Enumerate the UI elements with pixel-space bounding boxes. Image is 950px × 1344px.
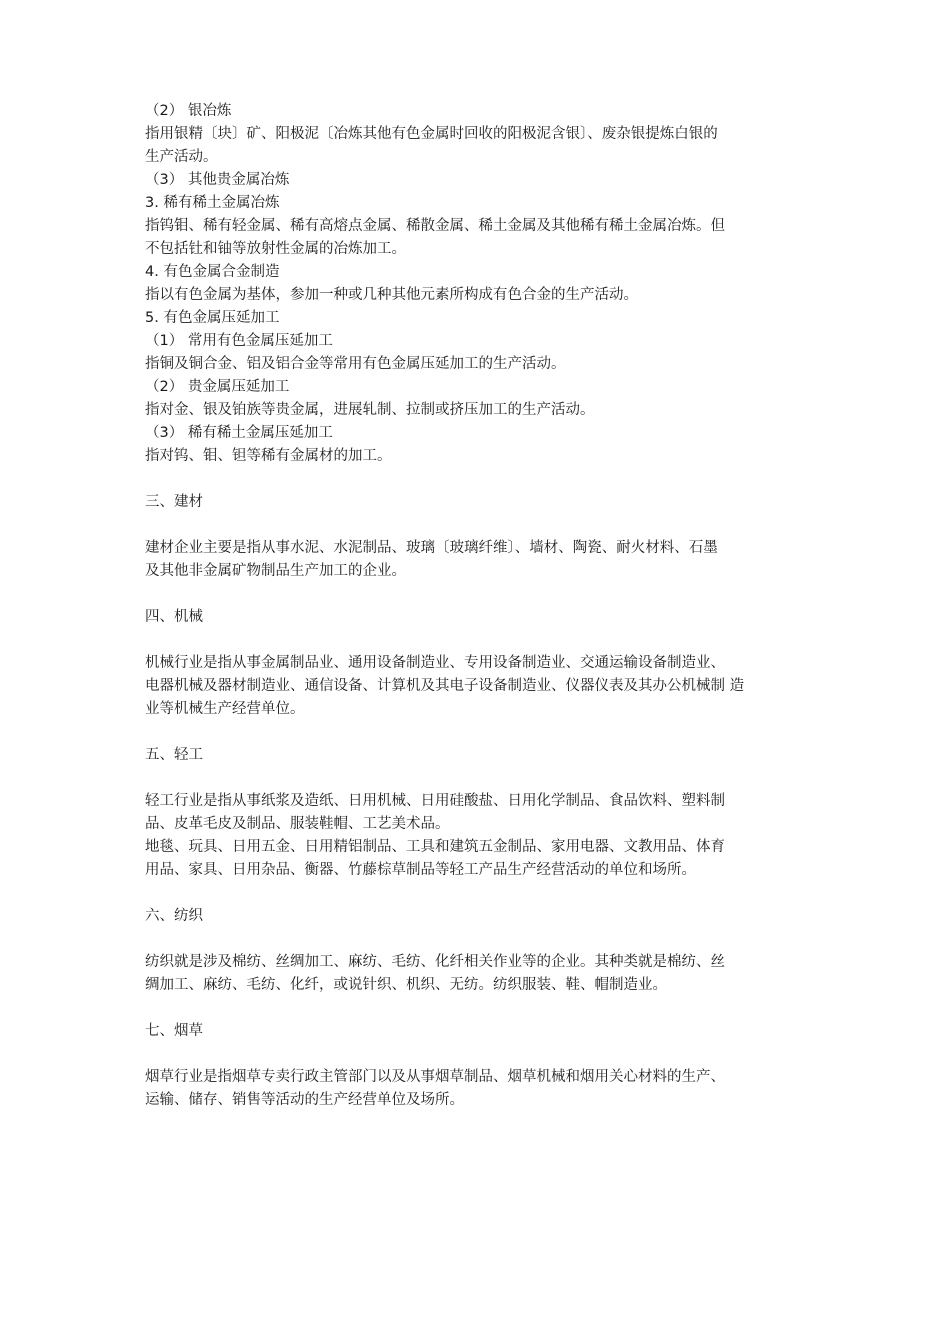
paragraph-line: 及其他非金属矿物制品生产加工的企业。 <box>145 563 406 579</box>
paragraph-line: 轻工行业是指从事纸浆及造纸、日用机械、日用硅酸盐、日用化学制品、食品饮料、塑料制 <box>145 793 725 809</box>
section-heading-building-materials: 三、建材 <box>145 494 203 510</box>
paragraph-line: 指对金、银及铂族等贵金属，进展轧制、拉制或挤压加工的生产活动。 <box>145 402 595 418</box>
section-heading-machinery: 四、机械 <box>145 609 203 625</box>
paragraph-line: 指对钨、钼、钽等稀有金属材的加工。 <box>145 448 392 464</box>
spacer <box>145 583 815 606</box>
paragraph-line: 绸加工、麻纺、毛纺、化纤，或说针织、机织、无纺。纺织服装、鞋、帽制造业。 <box>145 977 667 993</box>
spacer <box>145 928 815 951</box>
paragraph-line: 电器机械及器材制造业、通信设备、计算机及其电子设备制造业、仪器仪表及其办公机械制 造 <box>145 678 745 694</box>
paragraph-line: 不包括钍和铀等放射性金属的冶炼加工。 <box>145 241 406 257</box>
subheading-rare-rolling: （3） 稀有稀土金属压延加工 <box>145 425 333 441</box>
subheading-common-rolling: （1） 常用有色金属压延加工 <box>145 333 333 349</box>
paragraph-line: 指钨钼、稀有轻金属、稀有高熔点金属、稀散金属、稀土金属及其他稀有稀土金属冶炼。但 <box>145 218 725 234</box>
section-heading-tobacco: 七、烟草 <box>145 1023 203 1039</box>
spacer <box>145 997 815 1020</box>
spacer <box>145 514 815 537</box>
paragraph-line: 生产活动。 <box>145 149 218 165</box>
paragraph-line: 指用银精〔块〕矿、阳极泥〔冶炼其他有色金属时回收的阳极泥含银〕、废杂银提炼白银的 <box>145 126 718 142</box>
paragraph-line: 运输、储存、销售等活动的生产经营单位及场所。 <box>145 1092 464 1108</box>
spacer <box>145 721 815 744</box>
section-heading-textiles: 六、纺织 <box>145 908 203 924</box>
paragraph-line: 地毯、玩具、日用五金、日用精铝制品、工具和建筑五金制品、家用电器、文教用品、体育 <box>145 839 725 855</box>
subheading-other-precious-metals: （3） 其他贵金属冶炼 <box>145 172 290 188</box>
paragraph-line: 指铜及铜合金、铝及铝合金等常用有色金属压延加工的生产活动。 <box>145 356 566 372</box>
paragraph-line: 业等机械生产经营单位。 <box>145 701 305 717</box>
subheading-precious-rolling: （2） 贵金属压延加工 <box>145 379 290 395</box>
spacer <box>145 882 815 905</box>
paragraph-line: 建材企业主要是指从事水泥、水泥制品、玻璃〔玻璃纤维〕、墙材、陶瓷、耐火材料、石墨 <box>145 540 718 556</box>
paragraph-line: 纺织就是涉及棉纺、丝绸加工、麻纺、毛纺、化纤相关作业等的企业。其种类就是棉纺、丝 <box>145 954 725 970</box>
spacer <box>145 629 815 652</box>
spacer <box>145 1043 815 1066</box>
spacer <box>145 767 815 790</box>
document-page <box>145 100 815 1112</box>
section-heading-light-industry: 五、轻工 <box>145 747 203 763</box>
paragraph-line: 烟草行业是指烟草专卖行政主管部门以及从事烟草制品、烟草机械和烟用关心材料的生产、 <box>145 1069 725 1085</box>
subheading-silver-smelting: （2） 银冶炼 <box>145 103 232 119</box>
subheading-alloy-manufacturing: 4. 有色金属合金制造 <box>145 264 280 280</box>
subheading-rare-earth-smelting: 3. 稀有稀土金属冶炼 <box>145 195 280 211</box>
spacer <box>145 468 815 491</box>
paragraph-line: 机械行业是指从事金属制品业、通用设备制造业、专用设备制造业、交通运输设备制造业、 <box>145 655 725 671</box>
subheading-rolling-processing: 5. 有色金属压延加工 <box>145 310 280 326</box>
paragraph-line: 用品、家具、日用杂品、衡器、竹藤棕草制品等轻工产品生产经营活动的单位和场所。 <box>145 862 696 878</box>
paragraph-line: 指以有色金属为基体，参加一种或几种其他元素所构成有色合金的生产活动。 <box>145 287 638 303</box>
paragraph-line: 品、皮革毛皮及制品、服装鞋帽、工艺美术品。 <box>145 816 450 832</box>
